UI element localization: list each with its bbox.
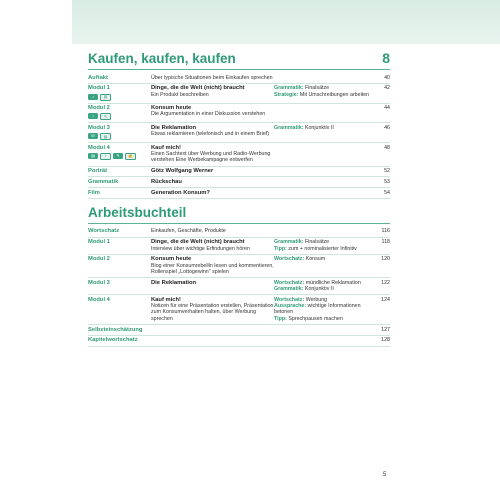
toc-note-key: Grammatik: (274, 286, 304, 293)
chapter-heading (88, 50, 390, 70)
audio-icon: ♪ (88, 113, 98, 119)
toc-label: Film (88, 189, 100, 196)
toc-note (274, 303, 373, 316)
toc-note-key: Grammatik: (274, 85, 304, 92)
toc-description: Ein Produkt beschreiben (151, 91, 209, 98)
toc-note (274, 256, 373, 262)
toc-page: 128 (381, 337, 390, 344)
toc-row (88, 325, 390, 336)
toc-title: Dinge, die die Welt (nicht) braucht (151, 239, 245, 246)
toc-note (274, 316, 373, 322)
toc-note-value: Sprechpausen machen (288, 315, 343, 322)
toc-label: Grammatik (88, 178, 119, 185)
toc-label: Modul 4 (88, 144, 110, 151)
toc-row (88, 84, 390, 104)
toc-note-key: Wortschatz: (274, 279, 305, 286)
toc-label: Modul 4 (88, 296, 110, 303)
toc-row (88, 177, 390, 188)
toc-note (274, 286, 373, 292)
toc-note-value: Mit Umschreibungen arbeiten (299, 91, 370, 98)
toc-note-value: Konsum (305, 256, 326, 263)
toc-page: 53 (384, 178, 390, 185)
workbook-title: Arbeitsbuchteil (88, 204, 187, 220)
toc-note-value: Konjunktiv II (304, 124, 334, 131)
toc-title: Dinge, die die Welt (nicht) braucht (151, 85, 245, 92)
toc-title: Götz Wolfgang Werner (151, 168, 214, 175)
chapter-number: 8 (382, 50, 390, 66)
toc-title: Kauf mich! (151, 144, 181, 151)
toc-page: 48 (384, 144, 390, 151)
toc-label: Modul 3 (88, 124, 110, 131)
toc-note-key: Wortschatz: (274, 256, 305, 263)
toc-page: 44 (384, 105, 390, 112)
toc-page: 122 (381, 279, 390, 286)
toc-label: Kapitelwortschatz (88, 337, 138, 344)
toc-title: Die Reklamation (151, 124, 197, 131)
toc-description: Die Argumentation in einer Diskussion verstehen (151, 111, 266, 118)
audio-icon: ♪ (88, 94, 98, 100)
toc-note-value: Finalsätze (304, 239, 330, 246)
header-band (72, 0, 500, 44)
toc-description: Einen Sachtext über Werbung und Radio-Werbung verstehen Eine Werbekampagne entwerfen (151, 150, 271, 164)
toc-description: Über typische Situationen beim Einkaufen sprechen (151, 74, 273, 81)
toc-note (274, 125, 373, 131)
toc-row (88, 188, 390, 199)
toc-title: Konsum heute (151, 256, 192, 263)
toc-page: 46 (384, 124, 390, 131)
toc-page: 124 (381, 296, 390, 303)
workbook-rows (88, 227, 390, 347)
toc-row (88, 167, 390, 178)
toc-note (274, 246, 373, 252)
toc-page: 118 (381, 239, 390, 246)
toc-page: 52 (384, 168, 390, 175)
toc-label: Modul 2 (88, 256, 110, 263)
toc-note-value: Finalsätze (304, 85, 330, 92)
audio-icon: ♪ (100, 153, 111, 160)
toc-note-value: Werbung (305, 296, 328, 303)
skill-icons (88, 113, 151, 120)
skill-icons (88, 94, 151, 101)
toc-note-key: Strategie: (274, 91, 299, 98)
toc-description: Blog einer Konsumrebellin lesen und kommentieren, Rollenspiel „Lottogewinn" spielen (151, 262, 274, 275)
toc-title: Konsum heute (151, 105, 192, 112)
toc-page: 127 (381, 326, 390, 333)
toc-page: 54 (384, 189, 390, 196)
skill-icons (88, 133, 151, 140)
toc-label: Wortschatz (88, 228, 120, 235)
toc-description: Einkaufen, Geschäfte, Produkte (151, 228, 226, 235)
toc-description: Interview über wichtige Erfindungen hören (151, 245, 250, 252)
toc-description: Notizen für eine Präsentation erstellen, Präsentation zum Konsumverhalten halten, über Werbung sprechen (151, 303, 274, 322)
write-icon: ✍ (125, 153, 136, 160)
speech-icon: ✎ (100, 113, 111, 120)
toc-label: Porträt (88, 168, 108, 175)
speech-icon: ✎ (113, 153, 123, 159)
workbook-heading (88, 205, 390, 224)
phone-icon: ☏ (88, 133, 98, 139)
toc-label: Modul 2 (88, 105, 110, 112)
toc-note-key: Grammatik: (274, 124, 304, 131)
page-number: 5 (383, 472, 387, 478)
toc-row (88, 238, 390, 255)
chapter-title: Kaufen, kaufen, kaufen (88, 51, 236, 66)
book-icon: ▤ (88, 153, 98, 159)
toc-label: Auftakt (88, 74, 108, 81)
toc-note (274, 92, 373, 98)
toc-row (88, 336, 390, 347)
book-icon: ▤ (100, 94, 111, 101)
toc-title: Rückschau (151, 178, 182, 185)
toc-note-key: Aussprache: (274, 303, 307, 310)
toc-note-value: zum + nominalisierter Infinitiv (288, 245, 357, 252)
toc-label: Modul 1 (88, 85, 110, 92)
skill-icons (88, 153, 151, 160)
toc-row (88, 255, 390, 278)
toc-page: 120 (381, 256, 390, 263)
book-icon: ▤ (100, 133, 111, 140)
toc-title: Kauf mich! (151, 296, 181, 303)
toc-label: Modul 1 (88, 239, 110, 246)
table-of-contents (88, 50, 390, 347)
toc-note-key: Tipp: (274, 315, 287, 322)
toc-row (88, 104, 390, 124)
toc-row (88, 143, 390, 166)
toc-page: 40 (384, 74, 390, 81)
toc-note-value: wichtige Informationen betonen (274, 303, 361, 316)
toc-page: 42 (384, 85, 390, 92)
toc-row (88, 227, 390, 238)
toc-title: Generation Konsum? (151, 189, 210, 196)
toc-page: 116 (381, 228, 390, 235)
toc-row (88, 295, 390, 325)
toc-label: Selbsteinschätzung (88, 326, 143, 333)
toc-note-value: mündliche Reklamation (305, 279, 361, 286)
toc-row (88, 73, 390, 84)
toc-note-key: Grammatik: (274, 239, 304, 246)
toc-row (88, 278, 390, 295)
toc-note-key: Tipp: (274, 245, 287, 252)
chapter-rows (88, 73, 390, 199)
toc-row (88, 123, 390, 143)
toc-description: Etwas reklamieren (telefonisch und in einem Brief) (151, 131, 270, 138)
toc-title: Die Reklamation (151, 279, 197, 286)
toc-note-value: Konjunktiv II (304, 286, 334, 293)
toc-note-key: Wortschatz: (274, 296, 305, 303)
toc-label: Modul 3 (88, 279, 110, 286)
